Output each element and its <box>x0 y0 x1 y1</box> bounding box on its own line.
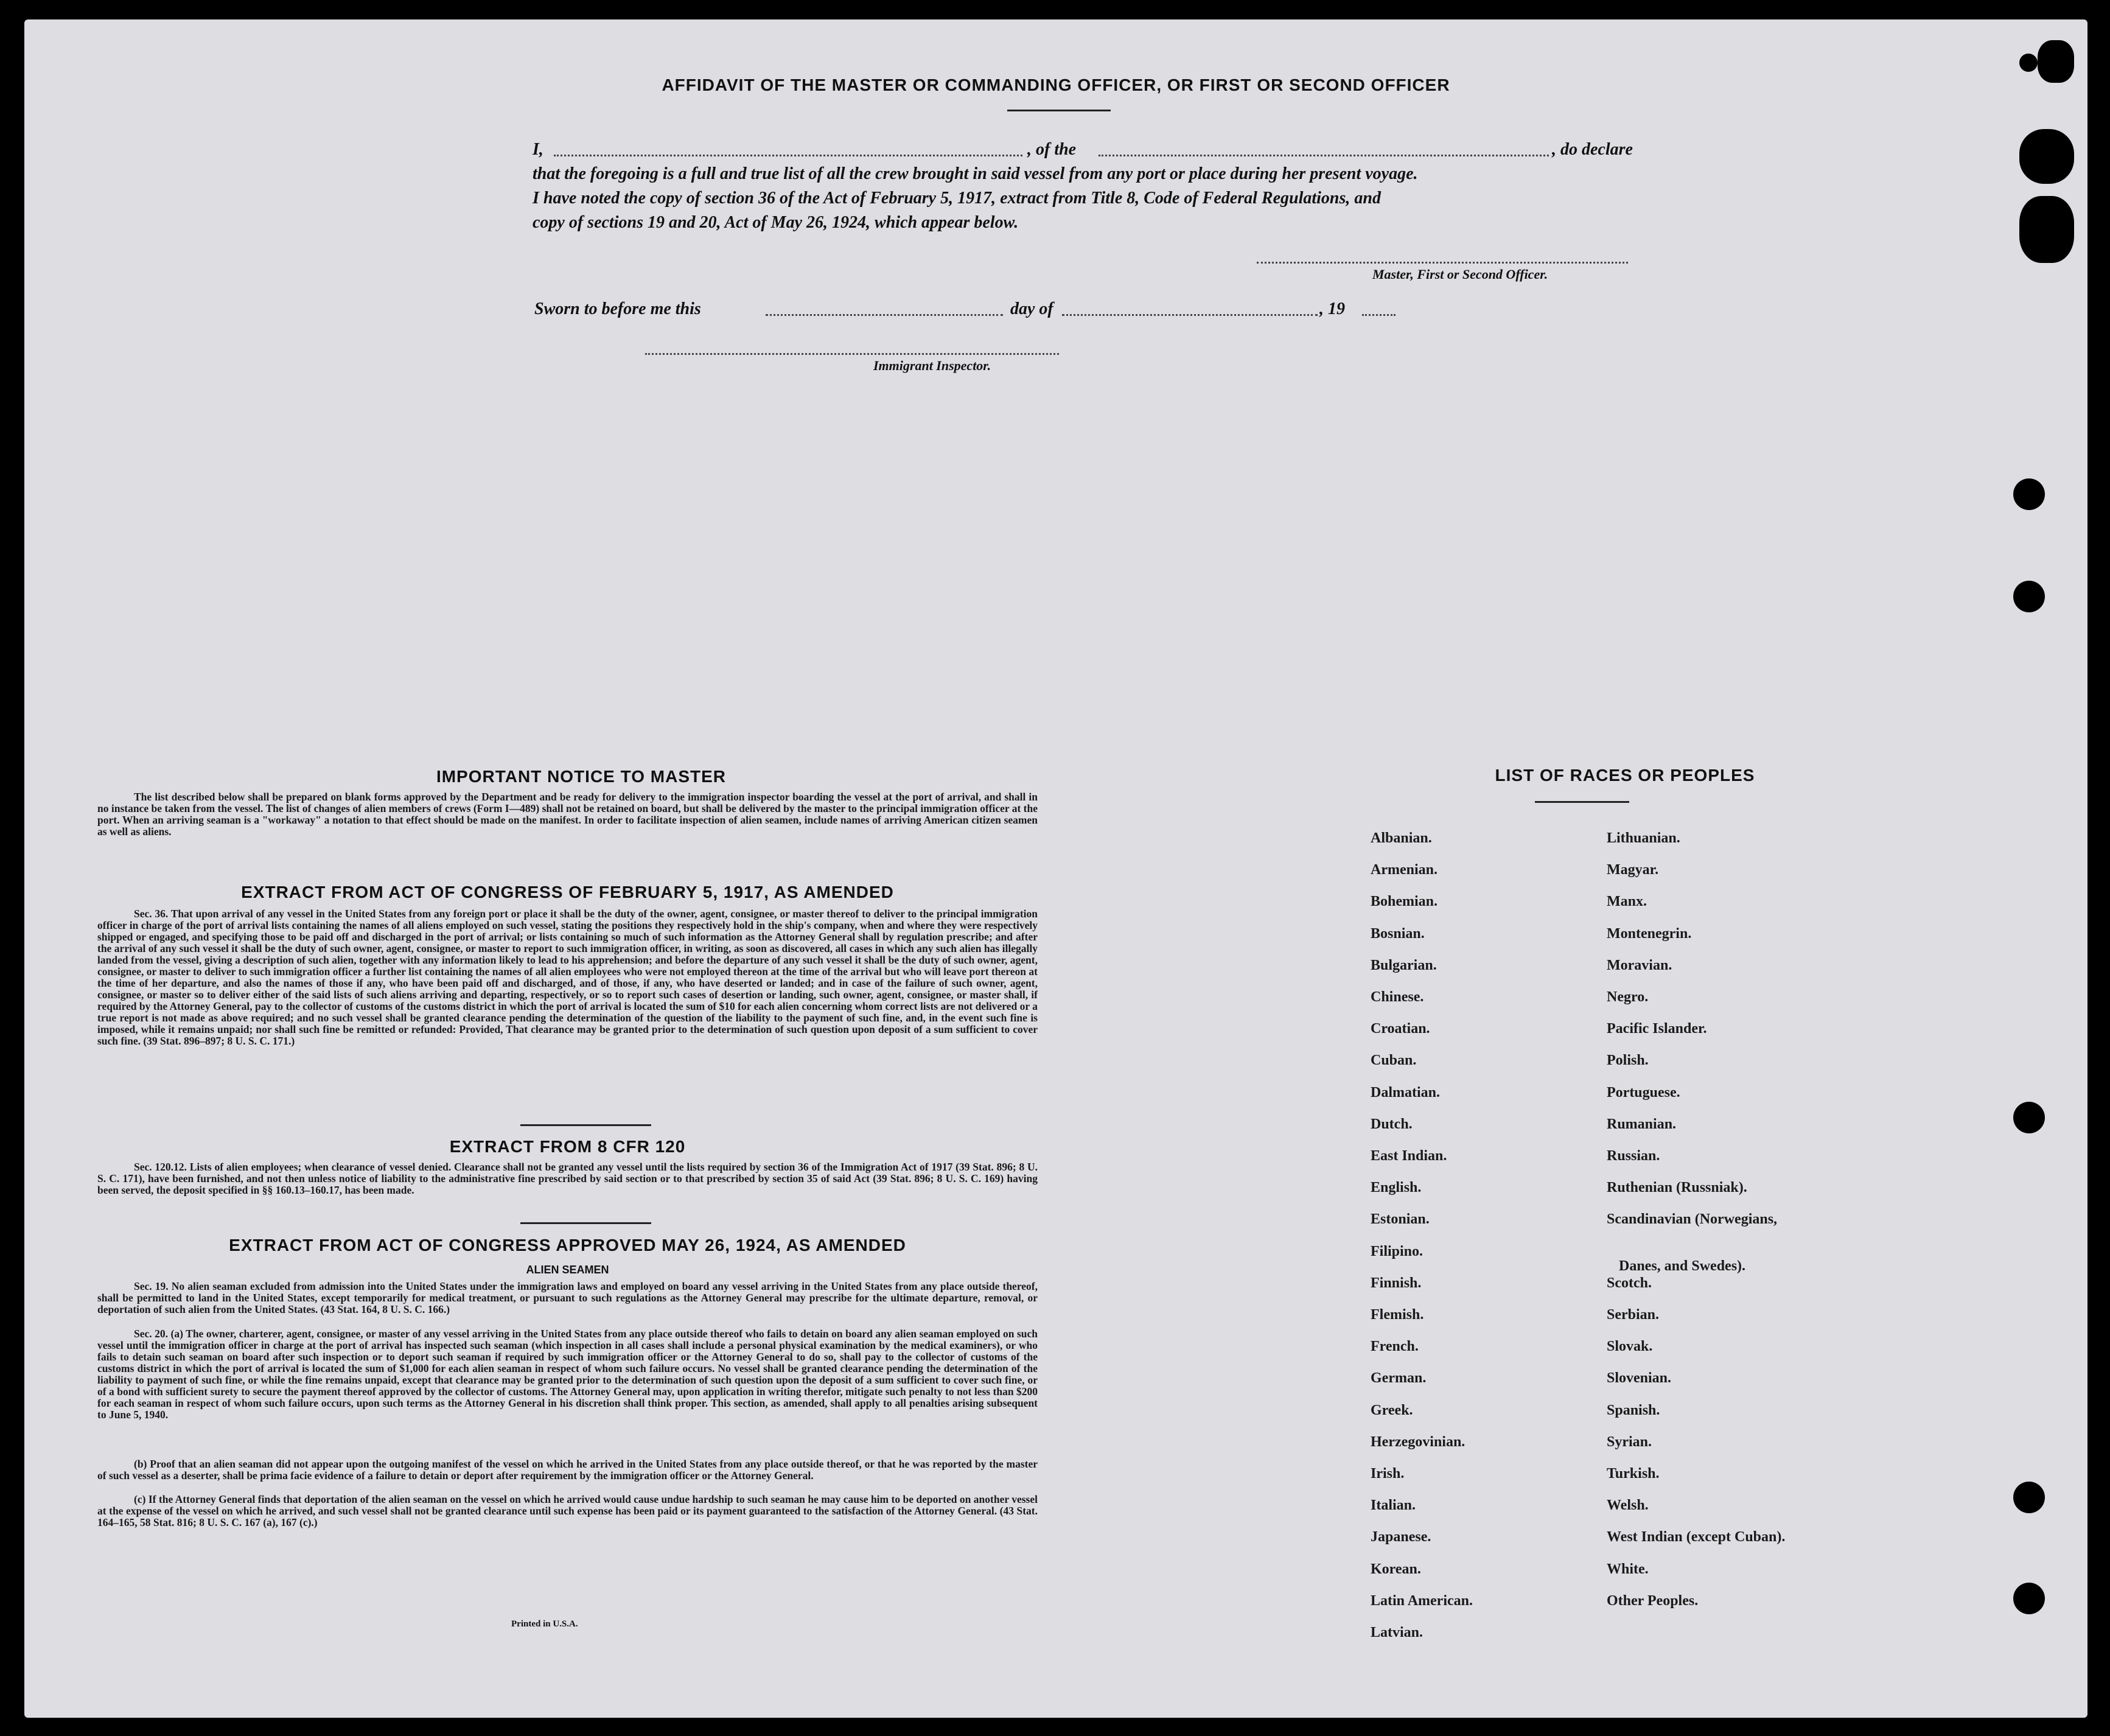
race-item: Dutch. <box>1371 1116 1413 1132</box>
inspector-signature-blank[interactable] <box>645 353 1059 355</box>
torn-edge-marks <box>2019 32 2092 263</box>
extract-1924-subtitle: ALIEN SEAMEN <box>526 1264 609 1276</box>
affidavit-line4: copy of sections 19 and 20, Act of May 26, 1924, which appear below. <box>533 213 1019 232</box>
race-item: Negro. <box>1607 989 1649 1005</box>
race-item: West Indian (except Cuban). <box>1607 1529 1786 1545</box>
sec-19-text: Sec. 19. No alien seaman excluded from admission into the United States under the immigration laws and employed on board any vessel arriving in the United States from any place outside thereof, shall be permitted to land in the United States, except temporarily for medical treatment, or pursuant to such regulations as the Attorney General may prescribe for the ultimate departure, removal, or deportation of such alien from the United States. (43 Stat. 164, 8 U. S. C. 166.) <box>97 1280 1038 1315</box>
race-item: Moravian. <box>1607 957 1672 973</box>
title-rule <box>1007 110 1111 111</box>
race-item: Albanian. <box>1371 830 1432 846</box>
race-item: Latin American. <box>1371 1592 1473 1609</box>
race-item: Serbian. <box>1607 1307 1660 1323</box>
race-item: Irish. <box>1371 1466 1405 1482</box>
inspector-label: Immigrant Inspector. <box>873 358 991 373</box>
race-item: French. <box>1371 1339 1419 1355</box>
binder-hole <box>2013 1482 2045 1513</box>
affidavit-line1-start: I, <box>533 140 543 159</box>
race-item: Flemish. <box>1371 1307 1424 1323</box>
race-item: Syrian. <box>1607 1433 1652 1450</box>
race-item: White. <box>1607 1561 1649 1577</box>
race-item: Scotch. <box>1607 1275 1652 1291</box>
race-item: Filipino. <box>1371 1243 1424 1259</box>
race-item: Italian. <box>1371 1497 1416 1514</box>
binder-hole <box>2013 1102 2045 1133</box>
affidavit-line1-end: , do declare <box>1552 140 1633 159</box>
race-item: Bohemian. <box>1371 894 1438 910</box>
race-item: Welsh. <box>1607 1497 1649 1514</box>
notice-text: The list described below shall be prepared on blank forms approved by the Department and be ready for delivery to the immigration inspector boarding the vessel at the port of arrival, and shall in no instance be taken from the vessel. The list of changes of alien members of crews (Form I—489) shall not be retained on board, but shall be delivered by the master to the principal immigration officer at the port. When an arriving seaman is a "workaway" a notation to that effect should be made on the manifest. In order to facilitate inspection of alien seamen, include names of arriving American citizen seamen as well as aliens. <box>97 791 1038 838</box>
race-item: Portuguese. <box>1607 1084 1680 1101</box>
sworn-year-label: , 19 <box>1319 299 1345 318</box>
race-item: Polish. <box>1607 1052 1649 1069</box>
race-item: German. <box>1371 1370 1427 1387</box>
race-item: Armenian. <box>1371 862 1438 878</box>
sworn-day-label: day of <box>1010 299 1053 318</box>
race-item: Danes, and Swedes). <box>1619 1258 1746 1274</box>
race-item: Cuban. <box>1371 1052 1417 1069</box>
sworn-start: Sworn to before me this <box>534 299 701 318</box>
affidavit-line1-mid: , of the <box>1027 140 1077 159</box>
race-item: Magyar. <box>1607 862 1659 878</box>
race-item: Finnish. <box>1371 1275 1422 1291</box>
master-signature-blank[interactable] <box>1257 262 1628 264</box>
race-item: Dalmatian. <box>1371 1084 1440 1101</box>
binder-hole <box>2013 1583 2045 1614</box>
sec-20a-text: Sec. 20. (a) The owner, charterer, agent, consignee, or master of any vessel arriving in the United States from any place outside thereof who fails to detain on board any alien seaman employed on such vessel until the immigration officer in charge at the port of arrival has inspected such seaman (which inspection in all cases shall include a personal physical examination by the medical examiners), or who fails to detain such seaman on board after such inspection or to deport such seaman if required by such immigration officer or the Attorney General to do so, shall pay to the collector of customs of the customs district in which the port of arrival is located the sum of $1,000 for each alien seaman in respect of whom such failure occurs. No vessel shall be granted clearance pending the determination of the liability to payment of such fine, or while the fine remains unpaid, except that clearance may be granted prior to the determination of such question upon the deposit of a sum sufficient to cover such fine, or of a bond with sufficient surety to secure the payment thereof approved by the collector of customs. The Attorney General may, upon application in writing therefor, mitigate such penalty to not less than $200 for each seaman in respect of whom such failure occurs, upon such terms as the Attorney General in his discretion shall think proper. This section, as amended, shall apply to all penalties arising subsequent to June 5, 1940. <box>97 1328 1038 1421</box>
sworn-day-blank[interactable] <box>766 314 1003 316</box>
extract-1917-title: EXTRACT FROM ACT OF CONGRESS OF FEBRUARY 5, 1917, AS AMENDED <box>241 883 894 901</box>
master-signature-label: Master, First or Second Officer. <box>1372 267 1548 282</box>
race-item: Slovak. <box>1607 1339 1653 1355</box>
race-item: Latvian. <box>1371 1625 1424 1640</box>
sworn-year-blank[interactable] <box>1362 314 1396 316</box>
affidavit-line3: I have noted the copy of section 36 of the Act of February 5, 1917, extract from Title 8, Code of Federal Regulations, and <box>533 189 1381 208</box>
race-item: English. <box>1371 1180 1422 1196</box>
sec-20b-text: (b) Proof that an alien seaman did not appear upon the outgoing manifest of the vessel on which he arrived in the United States from any place outside thereof, or that he was reported by the master of such vessel as a deserter, shall be prima facie evidence of a failure to detain or deport after requirement by the immigration officer or the Attorney General. <box>97 1458 1038 1482</box>
printed-in-usa: Printed in U.S.A. <box>511 1619 578 1629</box>
race-item: Rumanian. <box>1607 1116 1677 1132</box>
race-item: Montenegrin. <box>1607 925 1692 942</box>
race-item: Other Peoples. <box>1607 1592 1699 1609</box>
race-item: Slovenian. <box>1607 1370 1672 1387</box>
extract-cfr-text: Sec. 120.12. Lists of alien employees; when clearance of vessel denied. Clearance shall not be granted any vessel until the lists required by section 36 of the Immigration Act of 1917 (39 Stat. 896; 8 U. S. C. 171), have been furnished, and not then unless notice of liability to the administrative fine prescribed by said section or to that prescribed by section 35 of said Act (39 Stat. 896; 8 U. S. C. 169) having been served, the deposit specified in §§ 160.13–160.17, has been made. <box>97 1161 1038 1196</box>
race-item: East Indian. <box>1371 1148 1447 1164</box>
race-item: Turkish. <box>1607 1466 1660 1482</box>
race-item: Japanese. <box>1371 1529 1431 1545</box>
vessel-blank[interactable] <box>1099 155 1549 156</box>
race-item: Spanish. <box>1607 1402 1660 1418</box>
affidavit-title: AFFIDAVIT OF THE MASTER OR COMMANDING OFFICER, OR FIRST OR SECOND OFFICER <box>662 75 1450 94</box>
race-item: Chinese. <box>1371 989 1424 1005</box>
sworn-month-blank[interactable] <box>1062 314 1318 316</box>
extract-1924-title: EXTRACT FROM ACT OF CONGRESS APPROVED MAY 26, 1924, AS AMENDED <box>229 1236 906 1255</box>
section-rule <box>520 1124 651 1126</box>
race-item: Korean. <box>1371 1561 1421 1577</box>
race-item: Manx. <box>1607 894 1647 910</box>
extract-cfr-title: EXTRACT FROM 8 CFR 120 <box>449 1137 686 1156</box>
race-item: Greek. <box>1371 1402 1413 1418</box>
name-blank[interactable] <box>554 155 1022 156</box>
binder-hole <box>2013 478 2045 510</box>
extract-1917-text: Sec. 36. That upon arrival of any vessel in the United States from any foreign port or place it shall be the duty of the owner, agent, consignee, or master thereof to deliver to the principal immigration officer in charge of the port of arrival lists containing the names of all aliens employed on such vessel, stating the positions they respectively hold in the ship's company, when and where they were respectively shipped or engaged, and specifying those to be paid off and discharged in the port of arrival; or lists containing so much of such information as the Attorney General shall by regulation prescribe; and after the arrival of any such vessel it shall be the duty of such owner, agent, consignee, or master to report to such immigration officer, in writing, as soon as discovered, all cases in which any such alien has illegally landed from the vessel, giving a description of such alien, together with any information likely to lead to his apprehension; and before the departure of any such vessel it shall be the duty of such owner, agent, consignee, or master to deliver to such immigration officer a further list containing the names of all alien employees who were not employed thereon at the time of the arrival but who will leave port thereon at the time of her departure, and also the names of those if any, who have been paid off and discharged, and of those, if any, who have deserted or landed; and in case of the failure of such owner, agent, consignee, or master so to deliver either of the said lists of such aliens arriving and departing, respectively, or so to report such cases of desertion or landing, such owner, agent, consignee, or master shall, if required by the Attorney General, pay to the collector of customs of the customs district in which the port of arrival is located the sum of $10 for each alien concerning whom correct lists are not delivered or a true report is not made as above required; and no such vessel shall be granted clearance pending the determination of the question of the liability to the payment of such fine, and, in the event such fine is imposed, while it remains unpaid; nor shall such fine be remitted or refunded: Provided, That clearance may be granted prior to the determination of such question upon deposit of a sum sufficient to cover such fine. (39 Stat. 896–897; 8 U. S. C. 171.) <box>97 908 1038 1047</box>
race-item: Ruthenian (Russniak). <box>1607 1180 1747 1196</box>
race-item: Lithuanian. <box>1607 830 1680 846</box>
race-item: Pacific Islander. <box>1607 1021 1707 1037</box>
notice-title: IMPORTANT NOTICE TO MASTER <box>436 767 727 786</box>
races-rule <box>1535 801 1629 803</box>
binder-hole <box>2013 581 2045 612</box>
race-item: Russian. <box>1607 1148 1660 1164</box>
race-item: Croatian. <box>1371 1021 1430 1037</box>
races-title: LIST OF RACES OR PEOPLES <box>1495 766 1755 785</box>
affidavit-line2: that the foregoing is a full and true list of all the crew brought in said vessel from any port or place during her present voyage. <box>533 164 1418 183</box>
race-item: Bosnian. <box>1371 925 1425 942</box>
race-item: Herzegovinian. <box>1371 1433 1465 1450</box>
sec-20c-text: (c) If the Attorney General finds that deportation of the alien seaman on the vessel on which he arrived would cause undue hardship to such seaman he may cause him to be deported on another vessel at the expense of the vessel on which he arrived, and such vessel shall not be granted clearance until such expense has been paid or its payment guaranteed to the satisfaction of the Attorney General. (43 Stat. 164–165, 58 Stat. 816; 8 U. S. C. 167 (a), 167 (c).) <box>97 1493 1038 1528</box>
race-item: Scandinavian (Norwegians, <box>1607 1211 1778 1228</box>
document-page <box>24 19 2087 1718</box>
race-item: Bulgarian. <box>1371 957 1437 973</box>
race-item: Estonian. <box>1371 1211 1430 1228</box>
section-rule <box>520 1222 651 1224</box>
